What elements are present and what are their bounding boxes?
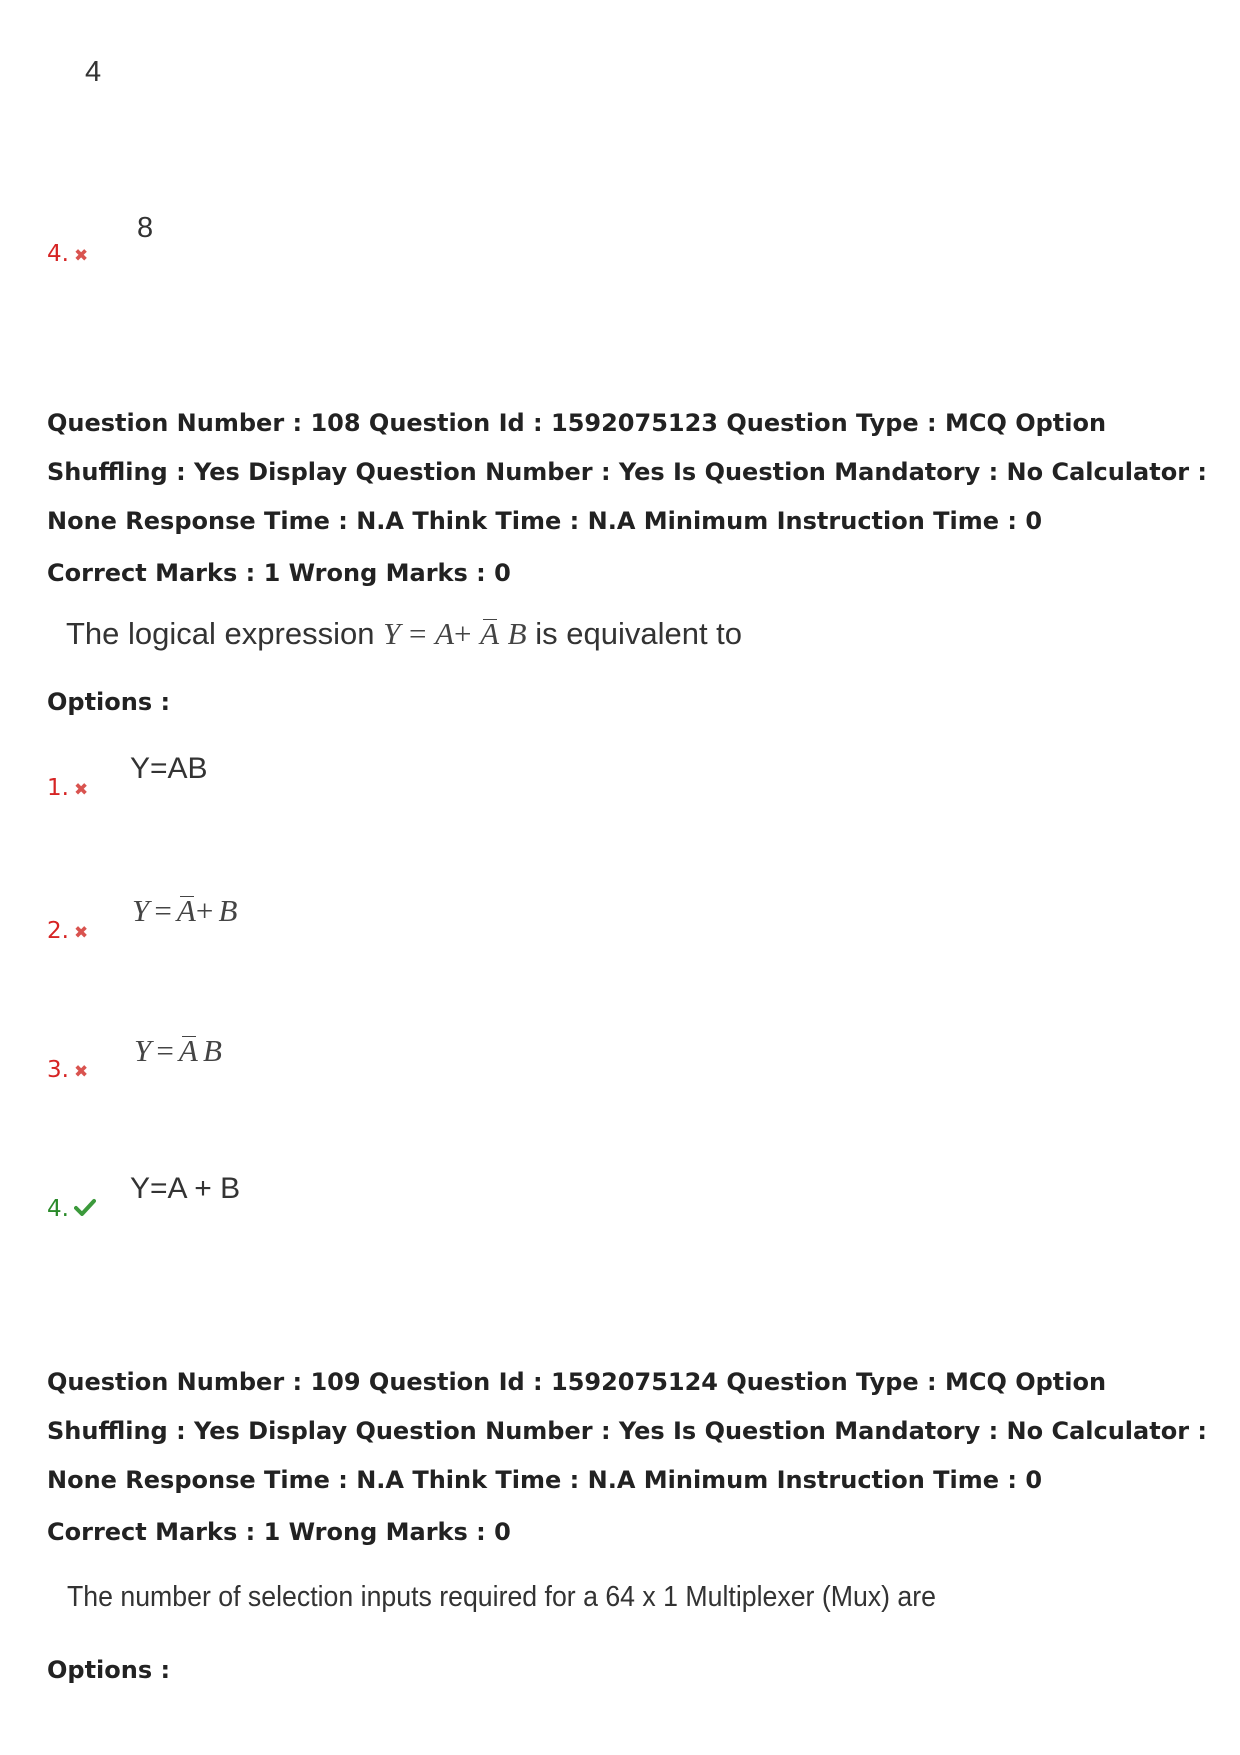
expr-y: Y <box>132 893 150 928</box>
question-meta: Question Number : 108 Question Id : 1592075123 Question Type : MCQ Option Shuffling : Yes Display Question Number : Yes Is Question Mandatory : No Calculator : None Response Time : N.A Think Time : N.A Minimum Instruction Time : 0 <box>47 409 1207 535</box>
question-text: The number of selection inputs required for a 64 x 1 Multiplexer (Mux) are <box>67 1581 936 1613</box>
question-text-suffix: is equivalent to <box>535 616 743 651</box>
question-text <box>66 616 742 652</box>
expr-a-bar: A <box>178 1033 198 1068</box>
expr-equals: = <box>156 1033 174 1068</box>
option-1-marker <box>47 775 88 801</box>
expr-y: Y <box>383 616 401 651</box>
expr-plus: + <box>195 893 214 928</box>
expr-plus: + <box>454 616 472 651</box>
expr-equals: = <box>408 616 427 651</box>
option-1-text: Y=AB <box>130 752 208 785</box>
option-4-marker <box>47 1196 96 1222</box>
option-number: 1. <box>47 775 69 801</box>
option-4-text: Y=A + B <box>130 1172 241 1205</box>
option-3-expression <box>134 1033 222 1069</box>
cross-icon: ✖ <box>74 1062 89 1082</box>
expr-b: B <box>218 893 238 928</box>
expr-y: Y <box>134 1033 152 1068</box>
question-marks: Correct Marks : 1 Wrong Marks : 0 <box>47 1518 511 1546</box>
option-number: 4. <box>47 241 69 267</box>
option-number: 3. <box>47 1057 69 1083</box>
options-label: Options : <box>47 688 171 716</box>
question-text-prefix: The logical expression <box>66 616 375 651</box>
question-meta: Question Number : 109 Question Id : 1592075124 Question Type : MCQ Option Shuffling : Yes Display Question Number : Yes Is Question Mandatory : No Calculator : None Response Time : N.A Think Time : N.A Minimum Instruction Time : 0 <box>47 1368 1207 1494</box>
expr-a-bar: A <box>480 616 500 651</box>
expr-a-bar: A <box>176 893 196 928</box>
expr-b: B <box>202 1033 222 1068</box>
expr-a: A <box>435 616 454 651</box>
option-2-marker <box>47 918 88 944</box>
cross-icon: ✖ <box>74 780 89 800</box>
cross-icon: ✖ <box>74 923 89 943</box>
options-label: Options : <box>47 1656 171 1684</box>
prev-option-3-value: 4 <box>85 56 102 88</box>
question-marks: Correct Marks : 1 Wrong Marks : 0 <box>47 559 511 587</box>
cross-icon: ✖ <box>74 246 89 266</box>
expr-equals: = <box>154 893 172 928</box>
option-2-expression <box>132 893 237 929</box>
option-number: 2. <box>47 918 69 944</box>
check-icon <box>74 1198 96 1216</box>
option-number: 4. <box>47 1196 69 1222</box>
option-3-marker <box>47 1057 88 1083</box>
prev-option-4 <box>47 241 88 267</box>
prev-option-4-value: 8 <box>137 212 154 244</box>
expr-b: B <box>507 616 527 651</box>
